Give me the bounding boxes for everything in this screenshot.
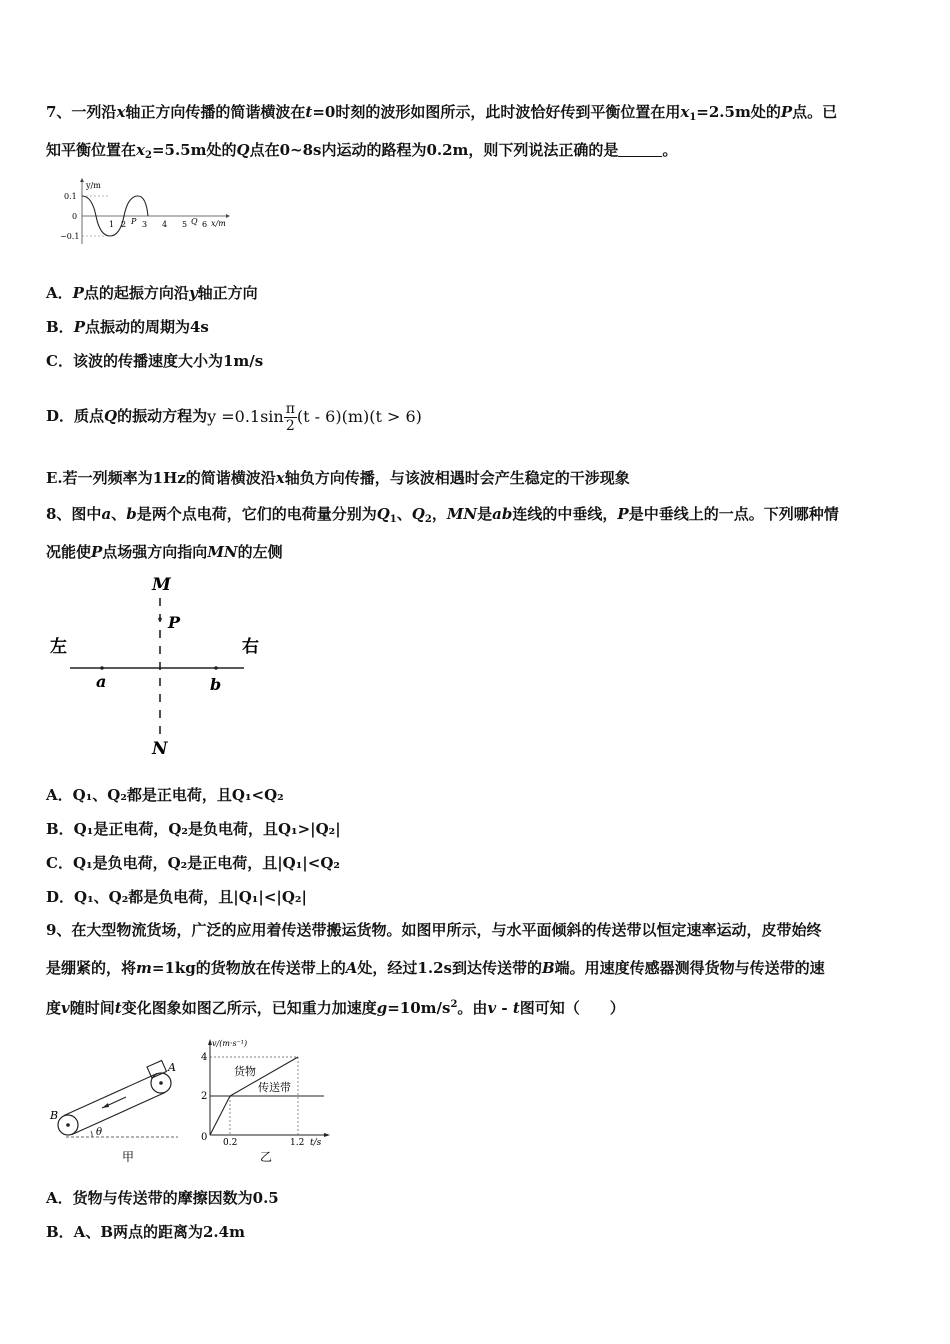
label-belt: 传送带	[258, 1081, 291, 1094]
label-P: P	[168, 613, 181, 632]
q9-option-b[interactable]: B．A、B两点的距离为2.4m	[46, 1223, 245, 1241]
svg-text:2: 2	[201, 1091, 208, 1102]
q9-stem-line1: 9、在大型物流货场，广泛的应用着传送带搬运货物。如图甲所示，与水平面倾斜的传送带以恒定速率运动，皮带始终	[46, 921, 822, 939]
q9-stem-line2: 是绷紧的，将m=1kg的货物放在传送带上的A处，经过1.2s到达传送带的B端。用速度传感器测得货物与传送带的速	[46, 959, 825, 977]
q9-vt-graph	[198, 1035, 338, 1165]
svg-text:−0.1: −0.1	[60, 232, 80, 241]
q7-option-b[interactable]: B．P点振动的周期为4s	[46, 318, 209, 336]
q8-stem-line1: 8、图中a、b是两个点电荷，它们的电荷量分别为$Q_1$、$Q_2$，MN是ab连线的中垂线，P是中垂线上的一点。下列哪种情	[46, 505, 839, 525]
svg-text:B: B	[50, 1109, 59, 1122]
q7-option-a[interactable]: A．P点的起振方向沿y轴正方向	[46, 284, 258, 302]
vibration-formula: y =0.1sin $\frac{\pi}{2}$ (t - 6)(m)(t > 6)	[207, 401, 422, 434]
svg-text:Q: Q	[191, 217, 198, 226]
q7-option-c[interactable]: C．该波的传播速度大小为1m/s	[46, 352, 264, 370]
q8-stem-line2: 况能使P点场强方向指向MN的左侧	[46, 543, 283, 561]
svg-text:0.2: 0.2	[223, 1138, 238, 1148]
q9-option-a[interactable]: A．货物与传送带的摩擦因数为0.5	[46, 1189, 279, 1207]
svg-text:v/(m·s⁻¹): v/(m·s⁻¹)	[212, 1039, 248, 1048]
label-left: 左	[50, 637, 67, 657]
label-cargo: 货物	[234, 1065, 256, 1078]
svg-text:5: 5	[182, 220, 188, 229]
svg-text:1: 1	[109, 220, 115, 229]
svg-text:4: 4	[162, 220, 168, 229]
label-M: M	[152, 575, 171, 595]
svg-text:P: P	[131, 217, 137, 226]
label-N: N	[152, 739, 168, 759]
q7-option-e[interactable]: E.若一列频率为1Hz的简谐横波沿x轴负方向传播，与该波相遇时会产生稳定的干涉现象	[46, 469, 630, 487]
svg-text:θ: θ	[96, 1127, 103, 1138]
svg-text:0.1: 0.1	[64, 192, 77, 201]
caption-jia: 甲	[122, 1150, 135, 1164]
q8-option-b[interactable]: B．Q₁是正电荷，Q₂是负电荷，且Q₁>|Q₂|	[46, 820, 341, 838]
q9-stem-line3: 度v随时间t变化图象如图乙所示，已知重力加速度$g=10m/s^2$。由v - t图可知（ ）	[46, 999, 625, 1017]
y-axis-label: y/m	[86, 181, 101, 190]
q7-wave-graph	[58, 178, 238, 248]
q7-option-d[interactable]: D．质点Q的振动方程为y =0.1sin $\frac{\pi}{2}$ (t - 6)(m)(t > 6)	[46, 401, 422, 434]
svg-text:A: A	[168, 1061, 176, 1074]
svg-text:3: 3	[142, 220, 148, 229]
q7-stem-line2: 知平衡位置在$x_2=5.5m$处的Q点在0~8s内运动的路程为0.2m，则下列说法正确的是 。	[46, 141, 678, 161]
svg-text:2: 2	[121, 220, 127, 229]
label-right: 右	[242, 637, 259, 657]
svg-text:0: 0	[72, 212, 78, 221]
q8-option-a[interactable]: A．Q₁、Q₂都是正电荷，且Q₁<Q₂	[46, 786, 284, 804]
svg-text:1.2: 1.2	[290, 1138, 305, 1148]
label-a: a	[96, 672, 107, 691]
svg-text:4: 4	[201, 1052, 208, 1063]
label-b: b	[210, 675, 222, 694]
svg-text:x/m: x/m	[211, 219, 226, 228]
svg-text:t/s: t/s	[310, 1138, 322, 1148]
q7-stem-line1: 7、一列沿x轴正方向传播的简谐横波在t=0时刻的波形如图所示，此时波恰好传到平衡位置在用$x_1=2.5m$处的P点。已	[46, 103, 838, 123]
q8-charge-figure	[48, 572, 268, 762]
svg-text:6: 6	[202, 220, 208, 229]
q8-option-d[interactable]: D．Q₁、Q₂都是负电荷，且|Q₁|<|Q₂|	[46, 888, 307, 906]
answer-blank	[618, 142, 662, 157]
q8-option-c[interactable]: C．Q₁是负电荷，Q₂是正电荷，且|Q₁|<Q₂	[46, 854, 340, 872]
svg-text:0: 0	[201, 1132, 208, 1143]
caption-yi: 乙	[260, 1150, 273, 1164]
q9-conveyor-figure	[46, 1055, 196, 1165]
